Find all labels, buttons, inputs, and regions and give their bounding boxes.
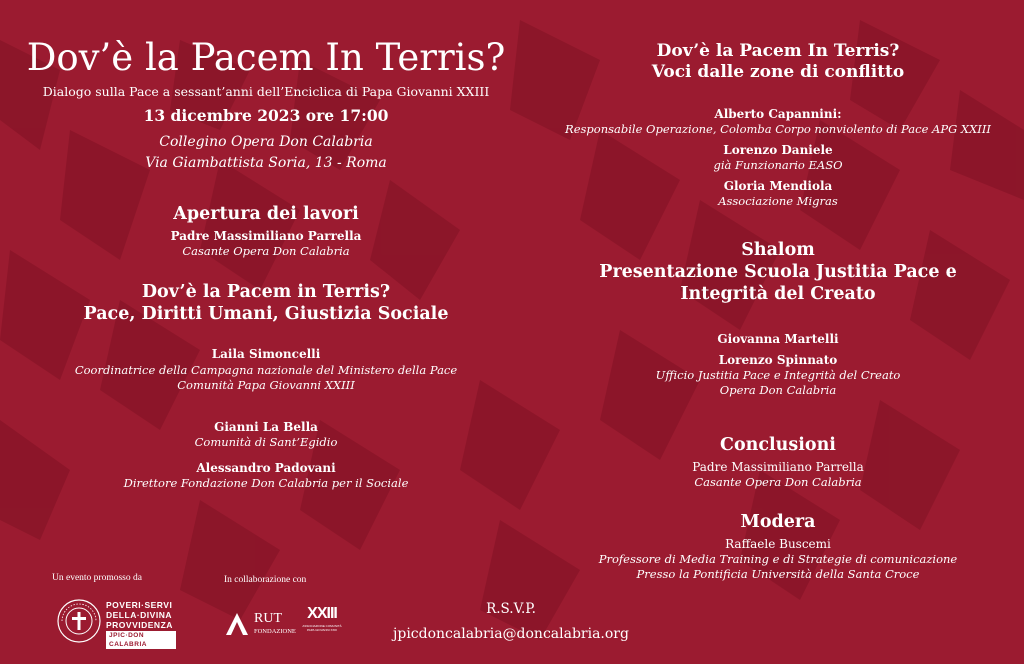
event-address: Via Giambattista Soria, 13 - Roma: [145, 155, 387, 171]
speaker-role: Coordinatrice della Campagna nazionale del Ministero della Pace: [74, 363, 458, 377]
session2-heading-line2: Voci dalle zone di conflitto: [651, 62, 905, 82]
moderator-role: Presso la Pontificia Università della Santa Croce: [636, 567, 920, 581]
speaker-name: Gloria Mendiola: [723, 179, 833, 193]
speaker-role: Comunità di Sant’Egidio: [194, 435, 338, 449]
rsvp-email-link[interactable]: jpicdoncalabria@doncalabria.org: [393, 626, 629, 642]
speaker-name: Alberto Capannini:: [714, 107, 842, 121]
apg23-logo: [300, 604, 344, 644]
rut-name: RUT: [254, 611, 282, 626]
speaker-role: Ufficio Justitia Pace e Integrità del Creato: [655, 368, 901, 382]
logo1-line1: POVERI·SERVI: [106, 600, 173, 610]
apg23-sub: ASSOCIAZIONE COMUNITÀ PAPA GIOVANNI XXIII: [302, 624, 342, 632]
logo1-line2: DELLA·DIVINA: [106, 610, 172, 620]
speaker-name: Lorenzo Daniele: [723, 143, 833, 157]
promoted-by-label: Un evento promosso da: [52, 573, 142, 583]
rut-sub: FONDAZIONE: [254, 628, 296, 635]
speaker-role: Comunità Papa Giovanni XXIII: [177, 378, 355, 392]
speaker-role: Direttore Fondazione Don Calabria per il Sociale: [123, 476, 409, 490]
conclusions-heading: Conclusioni: [720, 435, 836, 455]
session1-heading-line2: Pace, Diritti Umani, Giustizia Sociale: [83, 304, 449, 324]
session3-heading-line3: Integrità del Creato: [680, 284, 876, 304]
speaker-role: Opera Don Calabria: [719, 383, 837, 397]
opening-heading: Apertura dei lavori: [173, 204, 359, 224]
event-venue: Collegino Opera Don Calabria: [159, 134, 373, 150]
speaker-name: Laila Simoncelli: [211, 347, 321, 361]
moderator-heading: Modera: [740, 512, 816, 532]
moderator-role: Professore di Media Training e di Strategie di comunicazione: [598, 552, 958, 566]
rut-mark-icon: [224, 611, 250, 637]
event-date: 13 dicembre 2023 ore 17:00: [143, 106, 389, 125]
opening-speaker: Padre Massimiliano Parrella: [170, 229, 362, 243]
event-subtitle: Dialogo sulla Pace a sessant’anni dell’Enciclica di Papa Giovanni XXIII: [42, 84, 490, 99]
speaker-role: già Funzionario EASO: [713, 158, 843, 172]
event-title: Dov’è la Pacem In Terris?: [26, 36, 506, 79]
session1-heading-line1: Dov’è la Pacem in Terris?: [141, 282, 391, 302]
speaker-name: Giovanna Martelli: [717, 332, 839, 346]
collaboration-label: In collaborazione con: [224, 575, 307, 585]
logo1-badge: JPIC·DON CALABRIA: [106, 631, 176, 649]
moderator-speaker: Raffaele Buscemi: [725, 537, 831, 551]
apg23-mark: XXIII: [307, 605, 337, 622]
opening-role: Casante Opera Don Calabria: [182, 244, 350, 258]
speaker-name: Lorenzo Spinnato: [718, 353, 838, 367]
logo1-line3: PROVVIDENZA: [106, 620, 173, 630]
conclusions-speaker: Padre Massimiliano Parrella: [692, 460, 864, 474]
conclusions-role: Casante Opera Don Calabria: [694, 475, 862, 489]
speaker-name: Gianni La Bella: [214, 420, 318, 434]
rut-fondazione-logo: [224, 608, 296, 642]
speaker-role: Responsabile Operazione, Colomba Corpo nonviolento di Pace APG XXIII: [565, 122, 991, 136]
session3-heading-line2: Presentazione Scuola Justitia Pace e: [599, 262, 957, 282]
session2-heading-line1: Dov’è la Pacem In Terris?: [656, 41, 900, 61]
speaker-name: Alessandro Padovani: [196, 461, 336, 475]
poveri-servi-logo: [56, 598, 176, 648]
rsvp-label: R.S.V.P.: [486, 601, 536, 617]
speaker-role: Associazione Migras: [718, 194, 838, 208]
session3-heading-line1: Shalom: [741, 240, 815, 260]
seal-icon: [56, 598, 102, 644]
